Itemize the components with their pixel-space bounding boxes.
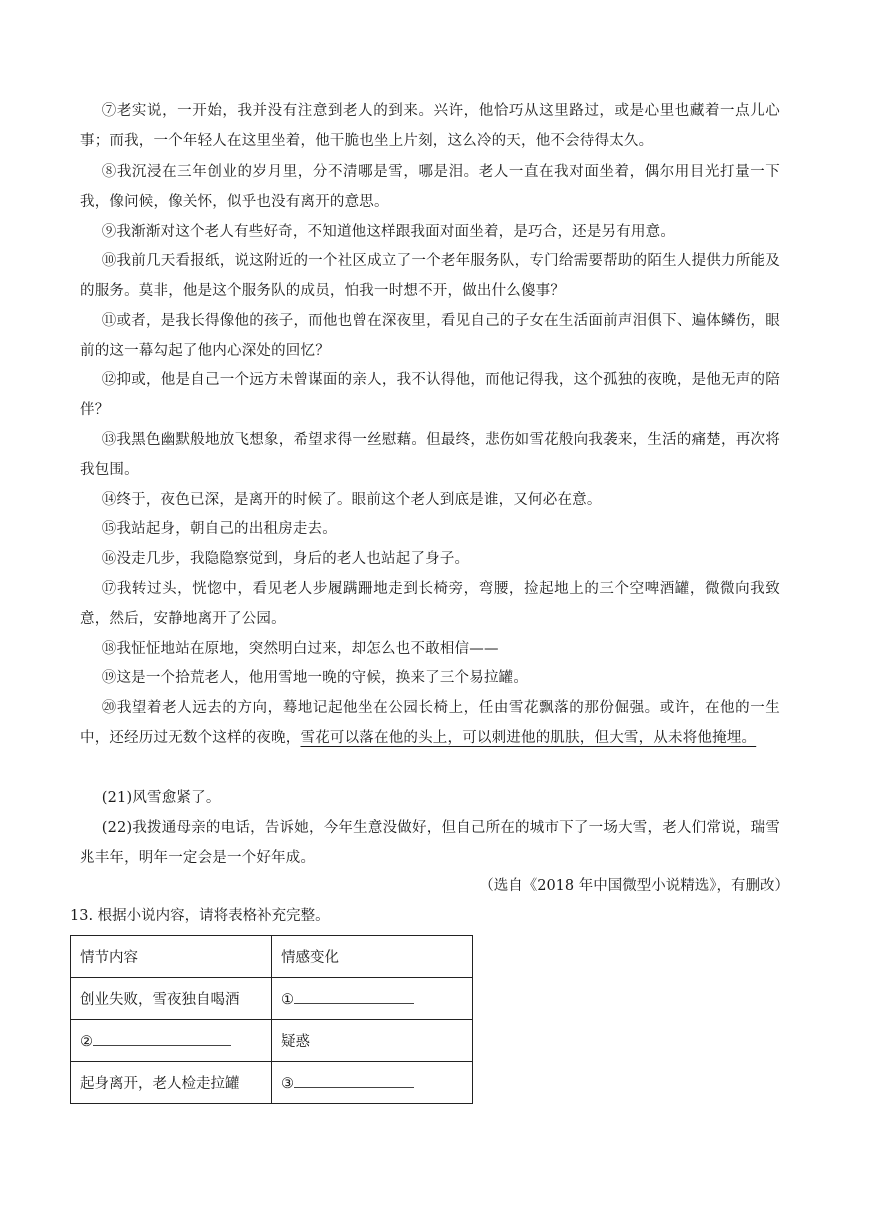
blank-line-1[interactable] (294, 989, 414, 1004)
cell-emotion-2: 疑惑 (272, 1020, 473, 1062)
paragraph-11: ⑪或者，是我长得像他的孩子，而他也曾在深夜里，看见自己的子女在生活面前声泪俱下、遍体鳞伤，眼前的这一幕勾起了他内心深处的回忆？ (80, 313, 780, 359)
source-citation: （选自《2018 年中国微型小说精选》，有删改） (479, 878, 789, 894)
paragraph-14: ⑭终于，夜色已深，是离开的时候了。眼前这个老人到底是谁，又何必在意。 (101, 492, 602, 508)
paragraph-12: ⑫抑或，他是自己一个远方未曾谋面的亲人，我不认得他，而他记得我，这个孤独的夜晚，是他无声的陪伴？ (80, 372, 780, 418)
paragraph-18: ⑱我怔怔地站在原地，突然明白过来，却怎么也不敢相信—— (101, 641, 499, 657)
cell-plot-3: 起身离开，老人检走拉罐 (71, 1062, 272, 1104)
paragraph-8: ⑧我沉浸在三年创业的岁月里，分不清哪是雪，哪是泪。老人一直在我对面坐着，偶尔用目光打量一下我，像问候，像关怀，似乎也没有离开的意思。 (80, 164, 780, 210)
paragraph-20-text: ⑳我望着老人远去的方向，蓦地记起他坐在公园长椅上，任由雪花飘落的那份倔强。或许，在他的一生中，还经历过无数个这样的夜晚， (80, 700, 780, 746)
paragraph-19: ⑲这是一个拾荒老人，他用雪地一晚的守候，换来了三个易拉罐。 (101, 670, 529, 686)
paragraph-20 (80, 694, 780, 753)
table-header-row (71, 936, 473, 978)
paragraph-7: ⑦老实说，一开始，我并没有注意到老人的到来。兴许，他恰巧从这里路过，或是心里也藏着一点儿心事；而我，一个年轻人在这里坐着，他干脆也坐上片刻，这么冷的天，他不会待得太久。 (80, 103, 780, 149)
paragraph-16: ⑯没走几步，我隐隐察觉到，身后的老人也站起了身子。 (101, 551, 470, 567)
paragraph-13: ⑬我黑色幽默般地放飞想象，希望求得一丝慰藉。但最终，悲伤如雪花般向我袭来，生活的痛楚，再次将我包围。 (80, 432, 780, 478)
underlined-sentence: 雪花可以落在他的头上，可以刺进他的肌肤，但大雪，从未将他掩埋。 (300, 729, 757, 746)
table-row (71, 978, 473, 1020)
paragraph-9: ⑨我渐渐对这个老人有些好奇，不知道他这样跟我面对面坐着，是巧合，还是另有用意。 (101, 224, 676, 240)
paragraph-17: ⑰我转过头，恍惚中，看见老人步履蹒跚地走到长椅旁，弯腰，捡起地上的三个空啤酒罐，微微向我致意，然后，安静地离开了公园。 (80, 581, 780, 627)
blank-number-1: ① (281, 992, 294, 1008)
answer-table (70, 935, 473, 1104)
blank-line-3[interactable] (294, 1073, 414, 1088)
table-row (71, 1062, 473, 1104)
question-13: 13. 根据小说内容，请将表格补充完整。 (70, 908, 330, 924)
cell-emotion-3[interactable] (272, 1062, 473, 1104)
paragraph-15: ⑮我站起身，朝自己的出租房走去。 (101, 521, 337, 537)
blank-line-2[interactable] (93, 1031, 231, 1046)
paragraph-10: ⑩我前几天看报纸，说这附近的一个社区成立了一个老年服务队，专门给需要帮助的陌生人提供力所能及的服务。莫非，他是这个服务队的成员，怕我一时想不开，做出什么傻事？ (80, 253, 780, 299)
header-emotion: 情感变化 (272, 936, 473, 978)
cell-plot-2[interactable] (71, 1020, 272, 1062)
paragraph-22: (22)我拨通母亲的电话，告诉她，今年生意没做好，但自己所在的城市下了一场大雪，老人们常说，瑞雪兆丰年，明年一定会是一个好年成。 (80, 820, 780, 866)
blank-number-2: ② (80, 1034, 93, 1050)
cell-plot-1: 创业失败，雪夜独自喝酒 (71, 978, 272, 1020)
blank-number-3: ③ (281, 1076, 294, 1092)
cell-emotion-1[interactable] (272, 978, 473, 1020)
table-row (71, 1020, 473, 1062)
paragraph-21: (21)风雪愈紧了。 (101, 790, 221, 806)
header-plot: 情节内容 (71, 936, 272, 978)
